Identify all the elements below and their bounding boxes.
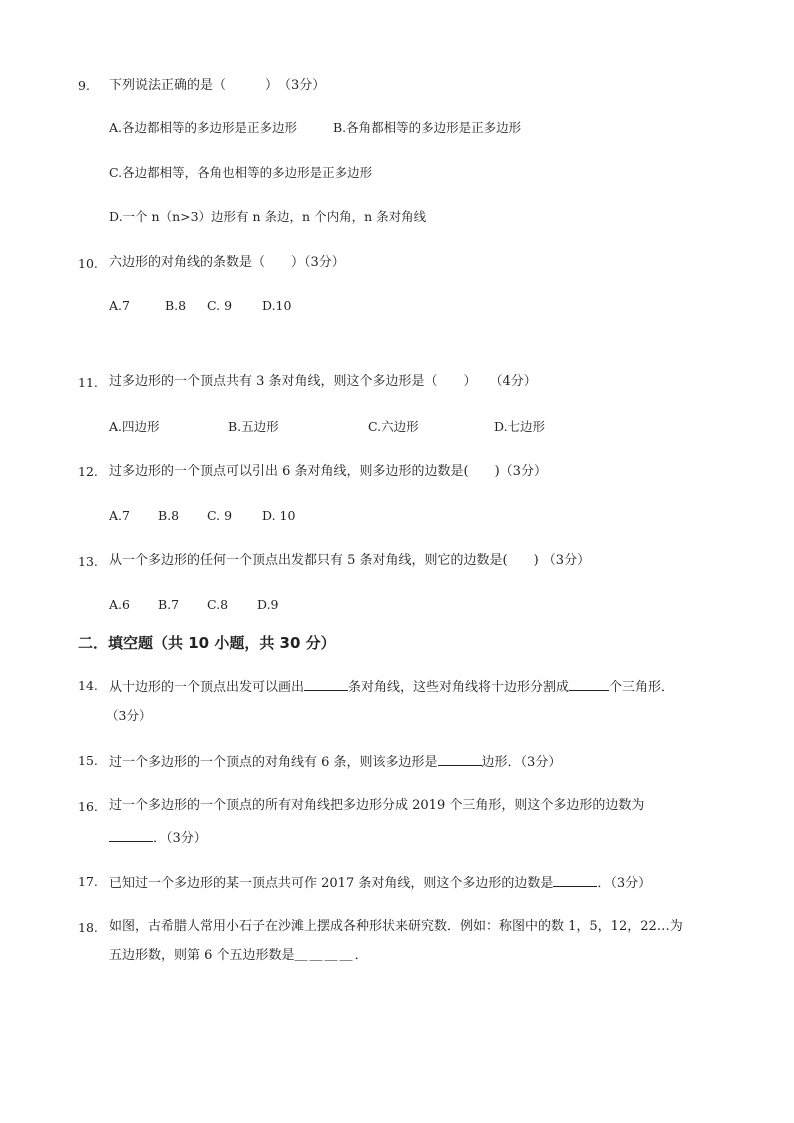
- question-10-option-b: B.8: [165, 298, 187, 313]
- question-16-text-2: ．（3分）: [153, 831, 207, 846]
- section-title-fill-in-blank: 二．填空题（共 10 小题，共 30 分）: [78, 634, 336, 652]
- question-9-stem: 下列说法正确的是（ ） （3分）: [109, 78, 326, 93]
- question-14-number: 14.: [78, 678, 98, 693]
- question-17-blank[interactable]: [553, 874, 597, 887]
- question-15-number: 15.: [78, 753, 98, 768]
- question-14-stem: [109, 678, 674, 694]
- question-16-blank[interactable]: [109, 829, 153, 842]
- question-15-blank[interactable]: [438, 753, 482, 766]
- question-10-option-d: D.10: [262, 298, 292, 313]
- question-16-stem-line-2: [109, 829, 207, 845]
- question-15-text-1: 过一个多边形的一个顶点的对角线有 6 条，则该多边形是: [109, 755, 438, 770]
- question-11-option-a: A.四边形: [109, 419, 160, 434]
- question-14-text-2: 条对角线，这些对角线将十边形分割成: [348, 680, 570, 695]
- question-17-number: 17.: [78, 874, 98, 889]
- question-9-option-b: B.各角都相等的多边形是正多边形: [333, 120, 522, 135]
- question-18-text-2: ．: [354, 948, 368, 963]
- question-18-stem-line-2: [109, 949, 368, 962]
- question-9-option-d: D.一个 n（n>3）边形有 n 条边，n 个内角，n 条对角线: [109, 209, 427, 224]
- question-10-option-a: A.7: [109, 298, 130, 313]
- question-18-blank[interactable]: ＿＿＿＿: [294, 948, 355, 963]
- question-10-stem: 六边形的对角线的条数是（ ）（3分）: [109, 255, 345, 270]
- question-16-stem-line-1: 过一个多边形的一个顶点的所有对角线把多边形分成 2019 个三角形，则这个多边形的边数为: [109, 798, 645, 813]
- question-13-option-a: A.6: [109, 597, 130, 612]
- question-11-stem: 过多边形的一个顶点共有 3 条对角线，则这个多边形是（ ） （4分）: [109, 374, 537, 389]
- question-12-stem: 过多边形的一个顶点可以引出 6 条对角线，则多边形的边数是( )（3分）: [109, 464, 547, 479]
- question-9-option-c: C.各边都相等，各角也相等的多边形是正多边形: [109, 165, 373, 180]
- question-12-option-c: C. 9: [207, 508, 233, 523]
- question-9-number: 9.: [78, 78, 90, 93]
- question-9-option-a: A.各边都相等的多边形是正多边形: [109, 120, 298, 135]
- question-11-option-c: C.六边形: [368, 419, 419, 434]
- question-10-option-c: C. 9: [207, 298, 233, 313]
- question-14-text-1: 从十边形的一个顶点出发可以画出: [109, 680, 305, 695]
- question-13-number: 13.: [78, 554, 98, 569]
- question-15-stem: [109, 753, 561, 769]
- question-14-blank-2[interactable]: [569, 678, 609, 691]
- question-17-text-1: 已知过一个多边形的某一顶点共可作 2017 条对角线，则这个多边形的边数是: [109, 876, 554, 891]
- question-13-stem: 从一个多边形的任何一个顶点出发都只有 5 条对角线，则它的边数是( ) （3分）: [109, 553, 591, 568]
- question-12-option-b: B.8: [158, 508, 180, 523]
- question-13-option-d: D.9: [257, 597, 279, 612]
- question-14-text-3: 个三角形．: [609, 680, 675, 695]
- question-16-number: 16.: [78, 799, 98, 814]
- question-11-option-d: D.七边形: [494, 419, 546, 434]
- question-14-blank-1[interactable]: [304, 678, 348, 691]
- question-10-number: 10.: [78, 256, 98, 271]
- question-11-number: 11.: [78, 375, 98, 390]
- question-11-option-b: B.五边形: [228, 419, 279, 434]
- question-13-option-b: B.7: [158, 597, 180, 612]
- question-15-text-2: 边形．（3分）: [481, 755, 562, 770]
- question-18-text-1: 五边形数，则第 6 个五边形数是: [109, 948, 295, 963]
- question-17-stem: [109, 874, 651, 890]
- question-14-score: （3分）: [106, 708, 152, 723]
- question-17-text-2: ．（3分）: [597, 876, 652, 891]
- question-18-number: 18.: [78, 920, 98, 935]
- question-12-option-a: A.7: [109, 508, 130, 523]
- question-13-option-c: C.8: [207, 597, 229, 612]
- question-18-stem-line-1: 如图，古希腊人常用小石子在沙滩上摆成各种形状来研究数．例如：称图中的数 1，5，12，22…为: [109, 919, 683, 934]
- question-12-number: 12.: [78, 464, 98, 479]
- question-12-option-d: D. 10: [262, 508, 296, 523]
